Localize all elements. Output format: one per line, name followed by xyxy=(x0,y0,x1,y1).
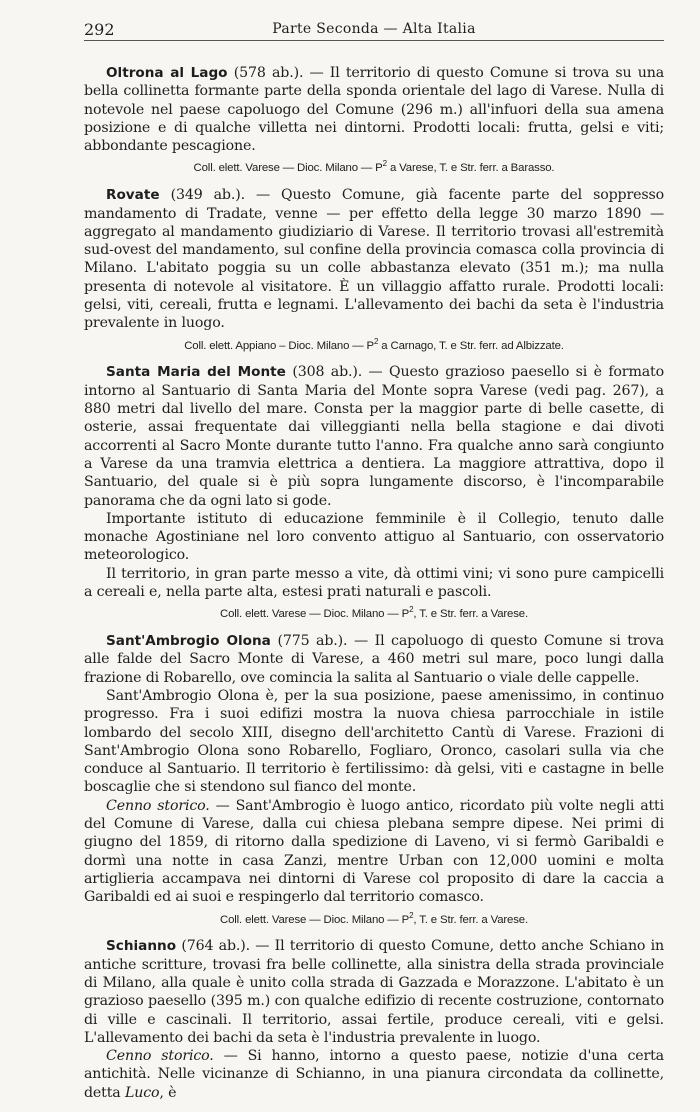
entry-paragraph: Cenno storico. — Si hanno, intorno a questo paese, notizie d'una certa antichità. Nelle vicinanze di Schianno, in una pianura circondata da collinette, detta Luco, è xyxy=(84,1048,664,1101)
entry-paragraph: Oltrona al Lago (578 ab.). — Il territorio di questo Comune si trova su una bella collinetta formante parte della sponda orientale del lago di Varese. Nulla di notevole nel paese capoluogo del Comune (296 m.) all'infuori della sua amena posizione e di qualche villetta nei dintorni. Prodotti locali: frutta, gelsi e viti; abbondante pescagione. xyxy=(84,65,664,155)
page-number: 292 xyxy=(84,20,115,39)
entry-paragraph: Il territorio, in gran parte messo a vite, dà ottimi vini; vi sono pure campicelli a cereali e, nella parte alta, estesi prati naturali e pascoli. xyxy=(84,565,664,601)
entry-paragraph: Rovate (349 ab.). — Questo Comune, già facente parte del soppresso mandamento di Tradate, venne — per effetto della legge 30 marzo 1890 — aggregato al mandamento giudiziario di Varese. Il territorio trovasi all'estremità sud-ovest del mandamento, sul confine della provincia comasca colla provincia di Milano. L'abitato poggia su un colle abbastanza elevato (351 m.); ma nulla presenta di notevole al visitatore. È un villaggio affatto rurale. Prodotti locali: gelsi, viti, cereali, frutta e legnami. L'allevamento dei bachi da seta è l'industria prevalente in luogo. xyxy=(84,187,664,332)
entry-paragraph: Schianno (764 ab.). — Il territorio di questo Comune, detto anche Schiano in antiche scritture, trovasi fra belle collinette, alla sinistra della strada provinciale di Milano, alla quale è unito colla strada di Gazzada e Morazzone. L'abitato è un grazioso paesello (395 m.) con qualche edifizio di recente costruzione, contornato di ville e cascinali. Il territorio, assai fertile, produce cereali, viti e gelsi. L'allevamento dei bachi da seta è l'industria prevalente in luogo. xyxy=(84,938,664,1046)
entry-oltrona-al-lago xyxy=(84,64,664,176)
place-name-italic: Luco xyxy=(124,1084,160,1101)
page-body xyxy=(84,64,664,1112)
entry-title: Santa Maria del Monte xyxy=(106,364,286,381)
entry-paragraph: Importante istituto di educazione femminile è il Collegio, tenuto dalle monache Agostiniane nel loro convento attiguo al Santuario, con osservatorio meteorologico. xyxy=(84,510,664,564)
entry-note: Coll. elett. Varese — Dioc. Milano — $P^2$, T. e Str. ferr. a Varese. xyxy=(220,605,528,621)
entry-paragraph: Cenno storico. — Sant'Ambrogio è luogo antico, ricordato più volte negli atti del Comune di Varese, dalla cui chiesa plebana sempre dipese. Nei primi di giugno del 1859, di ritorno dalla spedizione di Laveno, vi si fermò Garibaldi e dormì una notte in casa Zanzi, mentre Urban con 12,000 uomini e molta artiglieria accampava nei dintorni di Varese col proposito di dare la caccia a Garibaldi ed ai suoi e respingerlo dal territorio comasco. xyxy=(84,797,664,906)
entry-santa-maria-del-monte xyxy=(84,363,664,622)
entry-title: Schianno xyxy=(106,938,177,955)
entry-title: Oltrona al Lago xyxy=(106,65,228,81)
entry-title: Sant'Ambrogio Olona xyxy=(106,633,271,650)
entry-note: Coll. elett. Varese — Dioc. Milano — $P^2$ a Varese, T. e Str. ferr. a Barasso. xyxy=(193,159,555,175)
entry-rovate xyxy=(84,186,664,353)
entry-note: Coll. elett. Appiano – Dioc. Milano — $P^2$ a Carnago, T. e Str. ferr. ad Albizzate. xyxy=(184,336,564,352)
entry-title: Rovate xyxy=(106,187,160,204)
entry-paragraph: Sant'Ambrogio Olona (775 ab.). — Il capoluogo di questo Comune si trova alle falde del Sacro Monte di Varese, a 460 metri sul mare, poco lungi dalla frazione di Robarello, ove comincia la salita al Santuario o viale delle cappelle. xyxy=(84,633,664,686)
section-label: Cenno storico. xyxy=(106,1048,214,1065)
entry-note: Coll. elett. Varese — Dioc. Milano — $P^2$, T. e Str. ferr. a Varese. xyxy=(220,910,528,926)
running-head: Parte Seconda — Alta Italia xyxy=(272,21,476,37)
entry-schianno xyxy=(84,937,664,1102)
entry-sant-ambrogio-olona xyxy=(84,632,664,927)
page-header xyxy=(84,18,664,41)
entry-paragraph: Santa Maria del Monte (308 ab.). — Questo grazioso paesello si è formato intorno al Santuario di Santa Maria del Monte sopra Varese (vedi pag. 267), a 880 metri dal livello del mare. Consta per la maggior parte di belle casette, di osterie, assai frequentate dai villeggianti nella bella stagione e dai divoti accorrenti al Sacro Monte durante tutto l'anno. Fra qualche anno sarà congiunto a Varese da una tramvia elettrica a dentiera. La maggiore attrattiva, dopo il Santuario, del quale si è più sopra lungamente discorso, è l'incomparabile panorama che da ogni lato si gode. xyxy=(84,364,664,509)
entry-paragraph: Sant'Ambrogio Olona è, per la sua posizione, paese amenissimo, in continuo progresso. Fra i suoi edifizi mostra la nuova chiesa parrocchiale in istile lombardo del secolo XIII, disegno dell'architetto Cantù di Varese. Frazioni di Sant'Ambrogio Olona sono Robarello, Fogliaro, Oronco, casolari sulla via che conduce al Santuario. Il territorio è fertilissimo: dà gelsi, viti e castagne in belle boscaglie che si stendono sul fianco del monte. xyxy=(84,688,664,796)
section-label: Cenno storico. xyxy=(106,797,210,814)
